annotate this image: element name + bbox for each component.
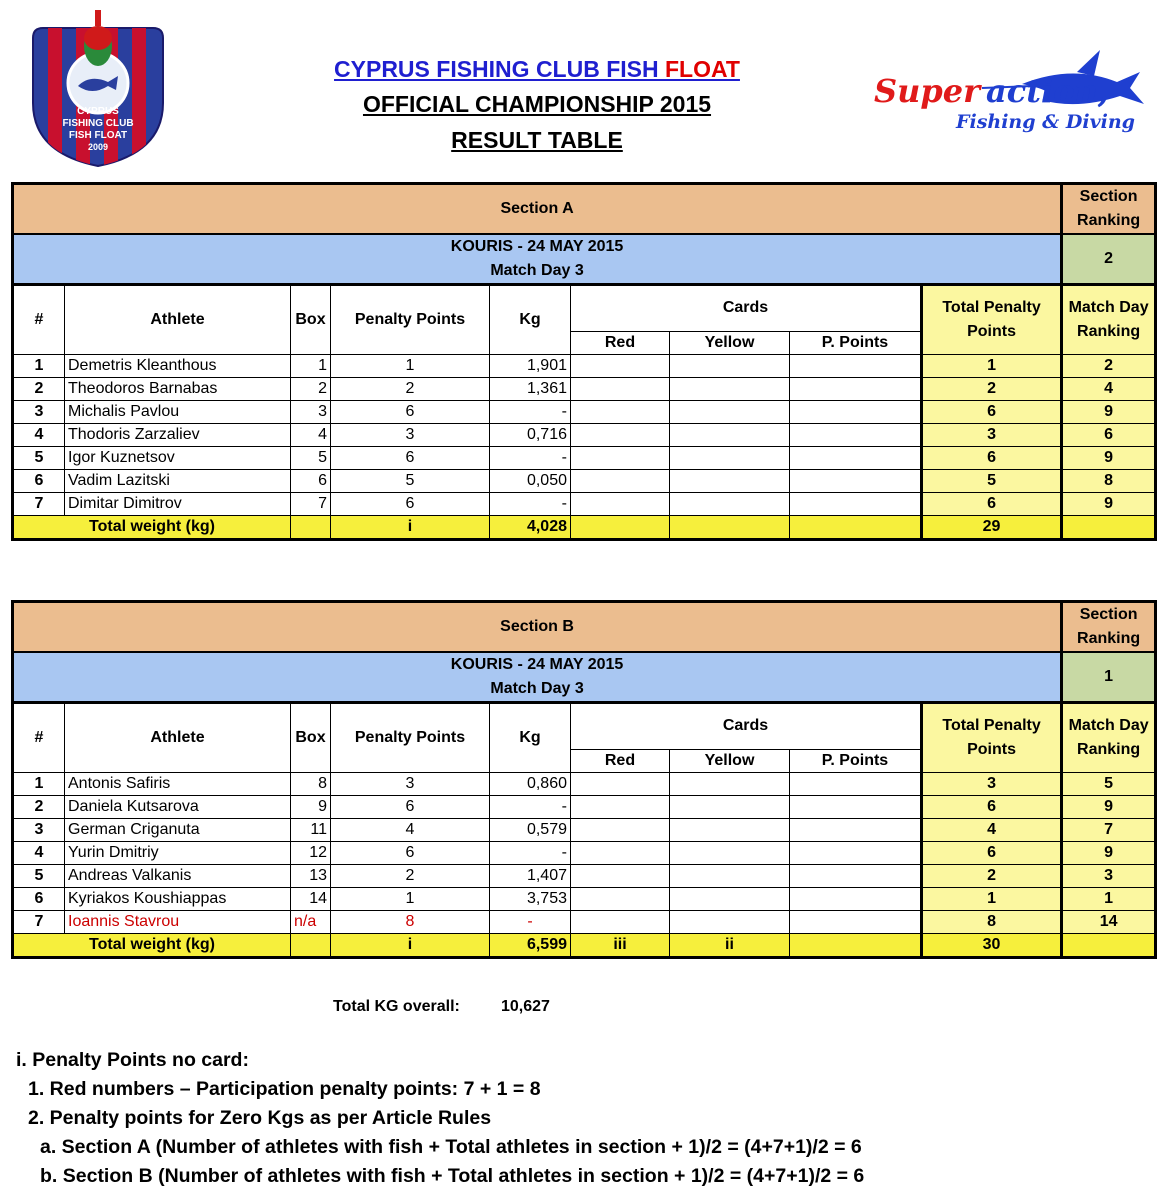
penalty-points: 6 <box>331 842 490 865</box>
col-yellow: Yellow <box>670 749 790 772</box>
row-number: 1 <box>13 773 65 796</box>
match-day-rank: 9 <box>1062 447 1156 470</box>
total-penalty-sum: 29 <box>922 516 1062 540</box>
weight-kg: 0,716 <box>490 424 571 447</box>
col-box: Box <box>291 285 331 355</box>
col-total-penalty: Total Penalty Points <box>922 285 1062 355</box>
red-cards <box>571 401 670 424</box>
card-points <box>790 447 922 470</box>
notes-block <box>16 1046 864 1191</box>
table-row <box>13 888 1156 911</box>
card-points <box>790 773 922 796</box>
box-number: 13 <box>291 865 331 888</box>
total-penalty: 4 <box>922 819 1062 842</box>
red-cards <box>571 888 670 911</box>
athlete-name: Yurin Dmitriy <box>65 842 291 865</box>
athlete-name: German Criganuta <box>65 819 291 842</box>
table-row <box>13 819 1156 842</box>
total-penalty: 3 <box>922 424 1062 447</box>
table-row <box>13 424 1156 447</box>
total-penalty-note: i <box>331 516 490 540</box>
section-ranking-label: Section Ranking <box>1062 602 1156 653</box>
section-ranking-label: Section Ranking <box>1062 184 1156 235</box>
box-number: 3 <box>291 401 331 424</box>
red-cards <box>571 773 670 796</box>
box-number: 12 <box>291 842 331 865</box>
penalty-points: 5 <box>331 470 490 493</box>
col-p-points: P. Points <box>790 749 922 772</box>
total-weight: 6,599 <box>490 934 571 958</box>
col-athlete: Athlete <box>65 285 291 355</box>
penalty-points: 2 <box>331 865 490 888</box>
row-number: 3 <box>13 819 65 842</box>
total-weight-label: Total weight (kg) <box>13 934 291 958</box>
match-day-rank: 14 <box>1062 911 1156 934</box>
red-cards <box>571 842 670 865</box>
col-kg: Kg <box>490 285 571 355</box>
table-row <box>13 447 1156 470</box>
yellow-cards <box>670 493 790 516</box>
note-subitem: b. Section B (Number of athletes with fish + Total athletes in section + 1)/2 = (4+7+1)/2 = 6 <box>40 1165 865 1187</box>
match-day-rank: 9 <box>1062 796 1156 819</box>
note-subitem: a. Section A (Number of athletes with fish + Total athletes in section + 1)/2 = (4+7+1)/2 = 6 <box>40 1136 862 1158</box>
row-number: 6 <box>13 470 65 493</box>
red-cards <box>571 493 670 516</box>
total-penalty: 3 <box>922 773 1062 796</box>
sponsor-brand-b: action, <box>985 72 1109 110</box>
weight-kg: 0,050 <box>490 470 571 493</box>
col-p-points: P. Points <box>790 331 922 354</box>
weight-kg: - <box>490 911 571 934</box>
match-day-rank: 6 <box>1062 424 1156 447</box>
total-rank <box>1062 516 1156 540</box>
weight-kg: - <box>490 401 571 424</box>
match-day-rank: 4 <box>1062 378 1156 401</box>
total-penalty: 1 <box>922 355 1062 378</box>
box-number: 2 <box>291 378 331 401</box>
table-row <box>13 401 1156 424</box>
athlete-name: Kyriakos Koushiappas <box>65 888 291 911</box>
sponsor-logo <box>872 44 1147 139</box>
yellow-cards <box>670 355 790 378</box>
overall-total-value: 10,627 <box>501 998 550 1015</box>
club-logo-text: FISH FLOAT <box>68 130 128 141</box>
red-cards <box>571 378 670 401</box>
row-number: 3 <box>13 401 65 424</box>
col-red: Red <box>571 749 670 772</box>
weight-kg: 1,901 <box>490 355 571 378</box>
athlete-name: Antonis Safiris <box>65 773 291 796</box>
card-points <box>790 911 922 934</box>
table-row <box>13 911 1156 934</box>
svg-text:Superaction, <box>874 72 1109 110</box>
red-cards <box>571 355 670 378</box>
weight-kg: 1,407 <box>490 865 571 888</box>
box-number: n/a <box>291 911 331 934</box>
table-row <box>13 493 1156 516</box>
red-cards <box>571 819 670 842</box>
box-number: 8 <box>291 773 331 796</box>
note-item: 2. Penalty points for Zero Kgs as per Article Rules <box>28 1107 492 1129</box>
penalty-points: 2 <box>331 378 490 401</box>
table-row <box>13 842 1156 865</box>
section-ranking-value: 1 <box>1062 652 1156 703</box>
section-ranking-value: 2 <box>1062 234 1156 285</box>
box-number: 4 <box>291 424 331 447</box>
col-hash: # <box>13 703 65 773</box>
table-row <box>13 865 1156 888</box>
red-cards <box>571 911 670 934</box>
yellow-cards <box>670 911 790 934</box>
red-cards <box>571 865 670 888</box>
weight-kg: 0,860 <box>490 773 571 796</box>
table-row <box>13 796 1156 819</box>
red-cards <box>571 447 670 470</box>
club-logo-text: FISHING CLUB <box>62 118 134 129</box>
col-cards: Cards <box>571 703 922 750</box>
box-number: 1 <box>291 355 331 378</box>
total-red <box>571 516 670 540</box>
title-club-name: CYPRUS FISHING CLUB FISH <box>334 56 665 82</box>
section-b-table <box>11 600 1157 959</box>
total-row <box>13 516 1156 540</box>
yellow-cards <box>670 447 790 470</box>
penalty-points: 1 <box>331 355 490 378</box>
athlete-name: Ioannis Stavrou <box>65 911 291 934</box>
venue-date: KOURIS - 24 MAY 2015 <box>450 238 624 255</box>
total-red: iii <box>571 934 670 958</box>
club-logo-text: 2009 <box>87 142 109 152</box>
athlete-name: Michalis Pavlou <box>65 401 291 424</box>
col-red: Red <box>571 331 670 354</box>
venue-info <box>13 652 1062 703</box>
penalty-points: 3 <box>331 424 490 447</box>
overall-total <box>333 998 550 1016</box>
match-day: Match Day 3 <box>490 262 584 279</box>
penalty-points: 3 <box>331 773 490 796</box>
row-number: 7 <box>13 911 65 934</box>
venue-info <box>13 234 1062 285</box>
table-row <box>13 773 1156 796</box>
col-kg: Kg <box>490 703 571 773</box>
match-day-rank: 7 <box>1062 819 1156 842</box>
total-penalty: 1 <box>922 888 1062 911</box>
row-number: 2 <box>13 378 65 401</box>
card-points <box>790 842 922 865</box>
total-penalty: 5 <box>922 470 1062 493</box>
red-cards <box>571 424 670 447</box>
card-points <box>790 401 922 424</box>
weight-kg: - <box>490 796 571 819</box>
total-penalty-sum: 30 <box>922 934 1062 958</box>
col-penalty-points: Penalty Points <box>331 285 490 355</box>
col-athlete: Athlete <box>65 703 291 773</box>
penalty-points: 6 <box>331 401 490 424</box>
red-cards <box>571 796 670 819</box>
yellow-cards <box>670 773 790 796</box>
box-number: 11 <box>291 819 331 842</box>
athlete-name: Demetris Kleanthous <box>65 355 291 378</box>
title-block <box>300 52 774 158</box>
note-item: 1. Red numbers – Participation penalty points: 7 + 1 = 8 <box>28 1078 541 1100</box>
col-yellow: Yellow <box>670 331 790 354</box>
total-box <box>291 516 331 540</box>
box-number: 6 <box>291 470 331 493</box>
red-cards <box>571 470 670 493</box>
section-title: Section B <box>13 602 1062 653</box>
athlete-name: Dimitar Dimitrov <box>65 493 291 516</box>
weight-kg: 0,579 <box>490 819 571 842</box>
total-box <box>291 934 331 958</box>
yellow-cards <box>670 888 790 911</box>
col-hash: # <box>13 285 65 355</box>
total-weight: 4,028 <box>490 516 571 540</box>
box-number: 14 <box>291 888 331 911</box>
total-penalty: 6 <box>922 447 1062 470</box>
penalty-points: 6 <box>331 493 490 516</box>
card-points <box>790 819 922 842</box>
col-match-day-ranking: Match Day Ranking <box>1062 703 1156 773</box>
athlete-name: Andreas Valkanis <box>65 865 291 888</box>
row-number: 4 <box>13 842 65 865</box>
result-table-title: RESULT TABLE <box>451 127 623 153</box>
match-day-rank: 5 <box>1062 773 1156 796</box>
box-number: 9 <box>291 796 331 819</box>
row-number: 6 <box>13 888 65 911</box>
athlete-name: Vadim Lazitski <box>65 470 291 493</box>
col-penalty-points: Penalty Points <box>331 703 490 773</box>
box-number: 5 <box>291 447 331 470</box>
total-rank <box>1062 934 1156 958</box>
penalty-points: 6 <box>331 796 490 819</box>
club-logo-text: CYPRUS <box>77 106 119 117</box>
sponsor-tagline: Fishing & Diving <box>956 111 1135 133</box>
col-total-penalty: Total Penalty Points <box>922 703 1062 773</box>
row-number: 7 <box>13 493 65 516</box>
match-day: Match Day 3 <box>490 680 584 697</box>
total-yellow: ii <box>670 934 790 958</box>
total-penalty: 8 <box>922 911 1062 934</box>
total-weight-label: Total weight (kg) <box>13 516 291 540</box>
weight-kg: 3,753 <box>490 888 571 911</box>
card-points <box>790 470 922 493</box>
yellow-cards <box>670 796 790 819</box>
card-points <box>790 865 922 888</box>
card-points <box>790 378 922 401</box>
total-yellow <box>670 516 790 540</box>
match-day-rank: 2 <box>1062 355 1156 378</box>
col-cards: Cards <box>571 285 922 332</box>
total-card-points <box>790 516 922 540</box>
col-match-day-ranking: Match Day Ranking <box>1062 285 1156 355</box>
section-a-table <box>11 182 1157 541</box>
yellow-cards <box>670 819 790 842</box>
col-box: Box <box>291 703 331 773</box>
overall-total-label: Total KG overall: <box>333 998 460 1015</box>
yellow-cards <box>670 401 790 424</box>
card-points <box>790 355 922 378</box>
row-number: 1 <box>13 355 65 378</box>
box-number: 7 <box>291 493 331 516</box>
yellow-cards <box>670 470 790 493</box>
match-day-rank: 3 <box>1062 865 1156 888</box>
penalty-points: 6 <box>331 447 490 470</box>
athlete-name: Igor Kuznetsov <box>65 447 291 470</box>
athlete-name: Daniela Kutsarova <box>65 796 291 819</box>
penalty-points: 1 <box>331 888 490 911</box>
table-row <box>13 355 1156 378</box>
total-penalty: 6 <box>922 493 1062 516</box>
row-number: 4 <box>13 424 65 447</box>
title-float-word: FLOAT <box>665 56 740 82</box>
yellow-cards <box>670 865 790 888</box>
table-row <box>13 378 1156 401</box>
yellow-cards <box>670 424 790 447</box>
section-title: Section A <box>13 184 1062 235</box>
match-day-rank: 9 <box>1062 493 1156 516</box>
card-points <box>790 888 922 911</box>
table-row <box>13 470 1156 493</box>
card-points <box>790 493 922 516</box>
total-penalty: 2 <box>922 378 1062 401</box>
venue-date: KOURIS - 24 MAY 2015 <box>450 656 624 673</box>
penalty-points: 4 <box>331 819 490 842</box>
row-number: 5 <box>13 447 65 470</box>
yellow-cards <box>670 842 790 865</box>
total-penalty: 6 <box>922 401 1062 424</box>
weight-kg: - <box>490 493 571 516</box>
card-points <box>790 424 922 447</box>
total-penalty: 6 <box>922 842 1062 865</box>
match-day-rank: 1 <box>1062 888 1156 911</box>
total-penalty: 6 <box>922 796 1062 819</box>
weight-kg: - <box>490 447 571 470</box>
athlete-name: Theodoros Barnabas <box>65 378 291 401</box>
weight-kg: 1,361 <box>490 378 571 401</box>
card-points <box>790 796 922 819</box>
match-day-rank: 9 <box>1062 842 1156 865</box>
athlete-name: Thodoris Zarzaliev <box>65 424 291 447</box>
weight-kg: - <box>490 842 571 865</box>
total-card-points <box>790 934 922 958</box>
row-number: 2 <box>13 796 65 819</box>
penalty-points: 8 <box>331 911 490 934</box>
row-number: 5 <box>13 865 65 888</box>
match-day-rank: 8 <box>1062 470 1156 493</box>
note-heading: i. Penalty Points no card: <box>16 1049 249 1071</box>
match-day-rank: 9 <box>1062 401 1156 424</box>
total-penalty: 2 <box>922 865 1062 888</box>
total-penalty-note: i <box>331 934 490 958</box>
total-row <box>13 934 1156 958</box>
sponsor-brand-a: Super <box>874 72 980 110</box>
club-logo <box>28 8 168 168</box>
page-title <box>300 52 774 86</box>
championship-title: OFFICIAL CHAMPIONSHIP 2015 <box>362 91 712 117</box>
yellow-cards <box>670 378 790 401</box>
